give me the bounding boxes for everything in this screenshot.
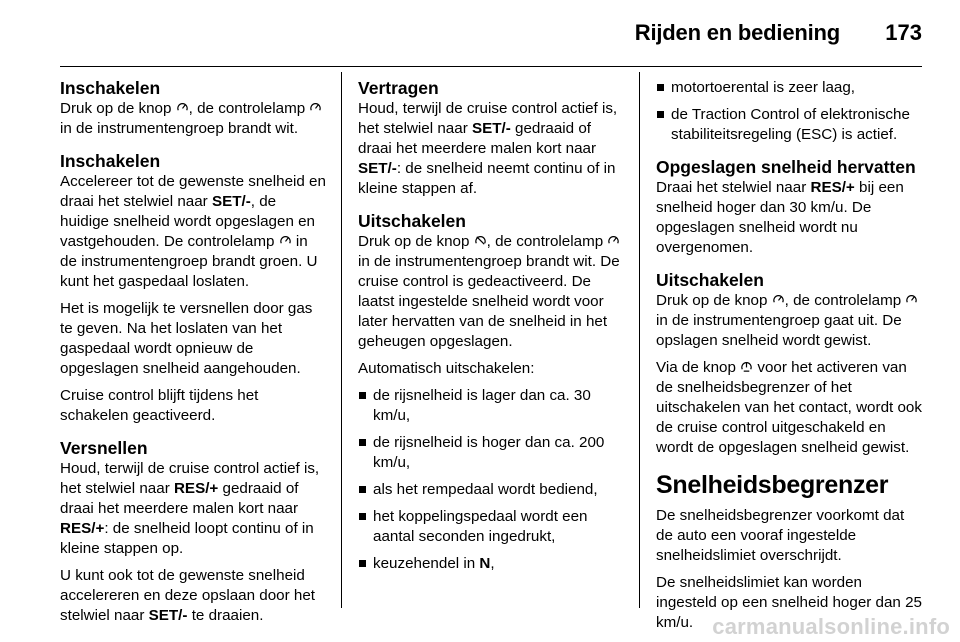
- section-snelheidsbegrenzer: [656, 470, 924, 633]
- list-item: motortoerental is zeer laag,: [656, 78, 924, 98]
- cruise-cancel-icon: [474, 234, 487, 247]
- page-number: 173: [885, 20, 922, 45]
- section-heading: Vertragen: [358, 78, 439, 98]
- paragraph: Cruise control blijft tijdens het schakelen geactiveerd.: [60, 387, 259, 424]
- list-item: de Traction Control of elektronische stabiliteitsregeling (ESC) is actief.: [656, 105, 924, 145]
- list-item: de rijsnelheid is hoger dan ca. 200 km/u,: [358, 433, 626, 473]
- paragraph: Houd, terwijl de cruise control actief is, het stelwiel naar RES/+ gedraaid of draai het meerdere malen kort naar RES/+: de snelheid loopt continu of in kleine stappen op.: [60, 460, 320, 557]
- section-heading: Uitschakelen: [358, 211, 466, 231]
- paragraph: Druk op de knop , de controlelamp in de instrumentengroep gaat uit. De opslagen snelheid wordt gewist.: [656, 291, 924, 351]
- bullet-icon: [359, 560, 366, 567]
- paragraph: Accelereer tot de gewenste snelheid en draai het stelwiel naar SET/-, de huidige snelheid wordt opgeslagen en vastgehouden. De controlelamp in de instrumentengroep brandt groen. U kunt het gaspedaal loslaten.: [60, 173, 326, 290]
- paragraph: De snelheidslimiet kan worden ingesteld op een snelheid hoger dan 25 km/u.: [656, 574, 922, 631]
- auto-disable-list: [358, 386, 626, 574]
- cruise-control-icon: [905, 293, 918, 306]
- section-heading: Versnellen: [60, 438, 148, 458]
- cruise-control-icon: [607, 234, 620, 247]
- paragraph: U kunt ook tot de gewenste snelheid accelereren en deze opslaan door het stelwiel naar SET/- te draaien.: [60, 567, 315, 624]
- watermark: carmanualsonline.info: [712, 614, 950, 639]
- speed-limiter-icon: [740, 360, 753, 373]
- paragraph: Druk op de knop , de controlelamp in de instrumentengroep brandt wit. De cruise control is gedeactiveerd. De laatst ingestelde snelheid wordt voor later hervatten van de snelheid in het geheugen opgeslagen.: [358, 233, 620, 350]
- bullet-icon: [657, 84, 664, 91]
- section-uitschakelen-2: [656, 270, 924, 458]
- section-inschakelen-2: [60, 151, 328, 426]
- list-item: de rijsnelheid is lager dan ca. 30 km/u,: [358, 386, 626, 426]
- section-opgeslagen-snelheid: [656, 157, 924, 258]
- paragraph: De snelheidsbegrenzer voorkomt dat de auto een vooraf ingestelde snelheidslimiet overschrijdt.: [656, 507, 905, 564]
- page-title: Rijden en bediening: [634, 20, 840, 45]
- cruise-control-icon: [176, 101, 189, 114]
- paragraph: Het is mogelijk te versnellen door gas te geven. Na het loslaten van het gaspedaal wordt opnieuw de opgeslagen snelheid aangehouden.: [60, 300, 313, 377]
- list-item: als het rempedaal wordt bediend,: [358, 480, 626, 500]
- auto-disable-list-continued: [656, 78, 924, 145]
- column-2: [358, 78, 626, 586]
- list-item: het koppelingspedaal wordt een aantal seconden ingedrukt,: [358, 507, 626, 547]
- paragraph: Automatisch uitschakelen:: [358, 360, 535, 377]
- bullet-icon: [359, 439, 366, 446]
- bullet-icon: [359, 486, 366, 493]
- bullet-icon: [657, 111, 664, 118]
- cruise-control-icon: [772, 293, 785, 306]
- paragraph: Druk op de knop , de controlelamp in de instrumentengroep brandt wit.: [60, 99, 328, 139]
- paragraph: Houd, terwijl de cruise control actief is, het stelwiel naar SET/- gedraaid of draai het meerdere malen kort naar SET/-: de snelheid neemt continu of in kleine stappen af.: [358, 100, 618, 197]
- paragraph: Draai het stelwiel naar RES/+ bij een snelheid hoger dan 30 km/u. De opgeslagen snelheid wordt nu overgenomen.: [656, 179, 904, 256]
- header-divider: [60, 66, 922, 67]
- section-heading: Inschakelen: [60, 151, 161, 171]
- section-versnellen: [60, 438, 328, 626]
- cruise-control-icon: [309, 101, 322, 114]
- section-uitschakelen: [358, 211, 626, 574]
- bullet-icon: [359, 392, 366, 399]
- column-divider-1: [341, 72, 342, 608]
- paragraph: Via de knop voor het activeren van de snelheidsbegrenzer of het uitschakelen van het contact, wordt ook de cruise control uitgeschakeld en wordt de opgeslagen snelheid gewist.: [656, 359, 922, 456]
- section-inschakelen-1: [60, 78, 328, 139]
- section-heading: Opgeslagen snelheid hervatten: [656, 157, 916, 177]
- section-heading: Uitschakelen: [656, 270, 764, 290]
- bullet-icon: [359, 513, 366, 520]
- column-1: [60, 78, 328, 638]
- section-vertragen: [358, 78, 626, 199]
- column-divider-2: [639, 72, 640, 608]
- chapter-heading: Snelheidsbegrenzer: [656, 471, 889, 499]
- section-heading: Inschakelen: [60, 78, 161, 98]
- column-3: [656, 78, 924, 640]
- list-item: keuzehendel in N,: [358, 554, 626, 574]
- cruise-control-icon: [279, 234, 292, 247]
